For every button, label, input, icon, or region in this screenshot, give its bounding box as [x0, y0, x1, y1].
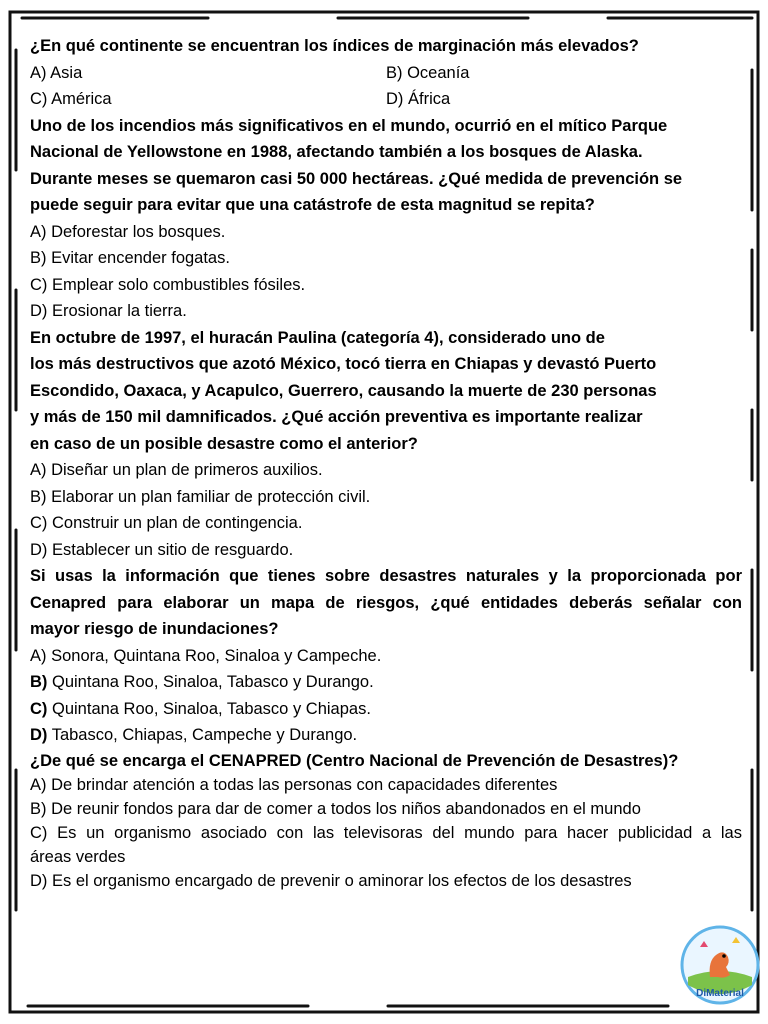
- question-2-stem-line: Durante meses se quemaron casi 50 000 hectáreas. ¿Qué medida de prevención se: [30, 169, 683, 188]
- option-text: Quintana Roo, Sinaloa, Tabasco y Chiapas.: [47, 699, 371, 718]
- question-3-stem-line: y más de 150 mil damnificados. ¿Qué acción preventiva es importante realizar: [30, 408, 643, 426]
- question-2: [30, 113, 742, 325]
- question-3: [30, 325, 742, 564]
- option-b: B) De reunir fondos para dar de comer a todos los niños abandonados en el mundo: [30, 799, 641, 818]
- option-d: D) África: [386, 90, 451, 108]
- option-c: C) Construir un plan de contingencia.: [30, 514, 303, 532]
- question-3-stem-line: En octubre de 1997, el huracán Paulina (categoría 4), considerado uno de: [30, 328, 605, 347]
- option-b: B) Evitar encender fogatas.: [30, 249, 230, 267]
- option-d: D) Erosionar la tierra.: [30, 302, 187, 320]
- option-c: C) Es un organismo asociado con las televisoras del mundo para hacer publicidad a las: [30, 823, 742, 842]
- dinosaur-logo-icon: [680, 925, 760, 1005]
- worksheet: [30, 33, 742, 893]
- option-c: C) América: [30, 90, 112, 108]
- question-4-stem-line: Si usas la información que tienes sobre desastres naturales y la proporcionada por: [30, 567, 742, 585]
- question-4-stem-line: Cenapred para elaborar un mapa de riesgos, ¿qué entidades deberás señalar con: [30, 593, 742, 612]
- option-c: [30, 696, 742, 723]
- option-d: [30, 722, 742, 749]
- question-4-stem-line: mayor riesgo de inundaciones?: [30, 620, 279, 638]
- option-letter: B): [30, 673, 48, 691]
- option-letter: A): [30, 646, 47, 665]
- question-1-options-row-1: [30, 60, 742, 87]
- option-text: Tabasco, Chiapas, Campeche y Durango.: [47, 726, 358, 744]
- svg-text:DiMaterial: DiMaterial: [696, 988, 744, 999]
- question-4: [30, 563, 742, 749]
- question-2-stem-line: Nacional de Yellowstone en 1988, afectando también a los bosques de Alaska.: [30, 143, 643, 161]
- question-5: [30, 749, 742, 893]
- option-c-continued: áreas verdes: [30, 847, 126, 866]
- question-1-stem: ¿En qué continente se encuentran los índices de marginación más elevados?: [30, 37, 639, 55]
- option-b: B) Oceanía: [386, 63, 470, 82]
- option-a: A) Asia: [30, 63, 83, 82]
- question-2-stem-line: Uno de los incendios más significativos en el mundo, ocurrió en el mítico Parque: [30, 116, 668, 135]
- question-2-stem-line: puede seguir para evitar que una catástrofe de esta magnitud se repita?: [30, 196, 595, 214]
- question-3-stem-line: en caso de un posible desastre como el anterior?: [30, 434, 418, 453]
- option-text: Quintana Roo, Sinaloa, Tabasco y Durango.: [47, 673, 374, 691]
- option-a: A) Deforestar los bosques.: [30, 222, 226, 241]
- brand-logo: [680, 925, 760, 1005]
- option-letter: C): [30, 699, 48, 718]
- question-3-stem-line: los más destructivos que azotó México, tocó tierra en Chiapas y devastó Puerto: [30, 355, 657, 373]
- option-a: A) De brindar atención a todas las personas con capacidades diferentes: [30, 775, 558, 794]
- question-1-options-row-2: [30, 86, 742, 113]
- option-c: C) Emplear solo combustibles fósiles.: [30, 275, 306, 294]
- option-a: A) Diseñar un plan de primeros auxilios.: [30, 461, 323, 479]
- option-d: D) Es el organismo encargado de prevenir o aminorar los efectos de los desastres: [30, 871, 632, 890]
- question-1: [30, 33, 742, 113]
- option-b: B) Elaborar un plan familiar de protección civil.: [30, 487, 371, 506]
- question-5-stem: ¿De qué se encarga el CENAPRED (Centro Nacional de Prevención de Desastres)?: [30, 751, 679, 770]
- option-a: [30, 643, 742, 670]
- option-b: [30, 669, 742, 696]
- question-3-stem-line: Escondido, Oaxaca, y Acapulco, Guerrero, causando la muerte de 230 personas: [30, 381, 657, 400]
- option-letter: D): [30, 726, 48, 744]
- option-d: D) Establecer un sitio de resguardo.: [30, 540, 294, 559]
- option-text: Sonora, Quintana Roo, Sinaloa y Campeche.: [46, 646, 382, 665]
